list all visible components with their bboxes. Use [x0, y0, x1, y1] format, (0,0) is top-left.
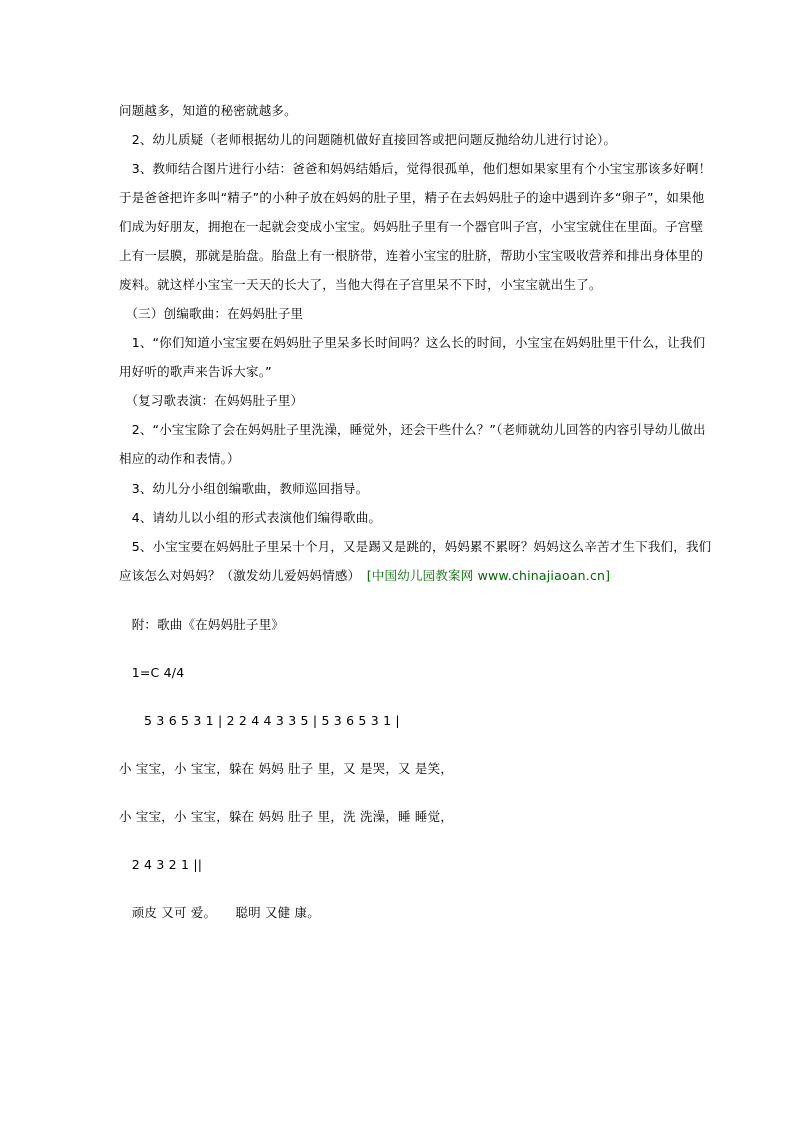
text-line: 4、请幼儿以小组的形式表演他们编得歌曲。: [119, 510, 382, 525]
notation-line: 5 3 6 5 3 1 | 2 2 4 4 3 3 5 | 5 3 6 5 3 1 |: [119, 713, 400, 728]
text-line: 3、幼儿分小组创编歌曲，教师巡回指导。: [119, 481, 369, 496]
text-line: [119, 568, 610, 584]
text-line: （复习歌表演：在妈妈肚子里）: [119, 393, 304, 408]
lyric-line: 小 宝宝，小 宝宝，躲在 妈妈 肚子 里，洗 洗澡，睡 睡觉，: [119, 809, 454, 824]
notation-line: 2 4 3 2 1 ||: [119, 857, 203, 872]
song-key: 1=C 4/4: [119, 665, 185, 680]
text-line: 2、“小宝宝除了会在妈妈肚子里洗澡，睡觉外，还会干些什么？”（老师就幼儿回答的内容引导幼儿做出: [119, 422, 706, 437]
text-line: 3、教师结合图片进行小结：爸爸和妈妈结婚后，觉得很孤单，他们想如果家里有个小宝宝那该多好啊！: [119, 161, 712, 176]
text-segment: 应该怎么对妈妈？（激发幼儿爱妈妈情感）: [119, 568, 355, 583]
text-line: 5、小宝宝要在妈妈肚子里呆十个月，又是踢又是跳的，妈妈累不累呀？妈妈这么辛苦才生下我们，我们: [119, 539, 712, 554]
source-link[interactable]: [中国幼儿园教案网 www.chinajiaoan.cn]: [366, 568, 611, 583]
text-line: 相应的动作和表情。）: [119, 451, 240, 466]
section-heading: （三）创编歌曲：在妈妈肚子里: [119, 306, 304, 321]
text-line: 用好听的歌声来告诉大家。”: [119, 364, 272, 379]
lyric-line: 小 宝宝，小 宝宝，躲在 妈妈 肚子 里，又 是哭，又 是笑，: [119, 761, 454, 776]
song-title: 附：歌曲《在妈妈肚子里》: [119, 617, 285, 632]
text-line: 上有一层膜，那就是胎盘。胎盘上有一根脐带，连着小宝宝的肚脐，帮助小宝宝吸收营养和排出身体里的: [119, 248, 704, 263]
lyric-line: 顽皮 又可 爱。 聪明 又健 康。: [119, 905, 320, 920]
text-line: 1、“你们知道小宝宝要在妈妈肚子里呆多长时间吗？这么长的时间，小宝宝在妈妈肚里干什么，让我们: [119, 335, 706, 350]
text-line: 们成为好朋友，拥抱在一起就会变成小宝宝。妈妈肚子里有一个器官叫子宫，小宝宝就住在里面。子宫壁: [119, 219, 704, 234]
text-line: 废料。就这样小宝宝一天天的长大了，当他大得在子宫里呆不下时，小宝宝就出生了。: [119, 277, 602, 292]
text-line: 问题越多，知道的秘密就越多。: [119, 103, 297, 118]
text-line: 于是爸爸把许多叫“精子”的小种子放在妈妈的肚子里，精子在去妈妈肚子的途中遇到许多“卵子”，如果他: [119, 190, 705, 205]
text-line: 2、幼儿质疑（老师根据幼儿的问题随机做好直接回答或把问题反抛给幼儿进行讨论）。: [119, 132, 617, 147]
